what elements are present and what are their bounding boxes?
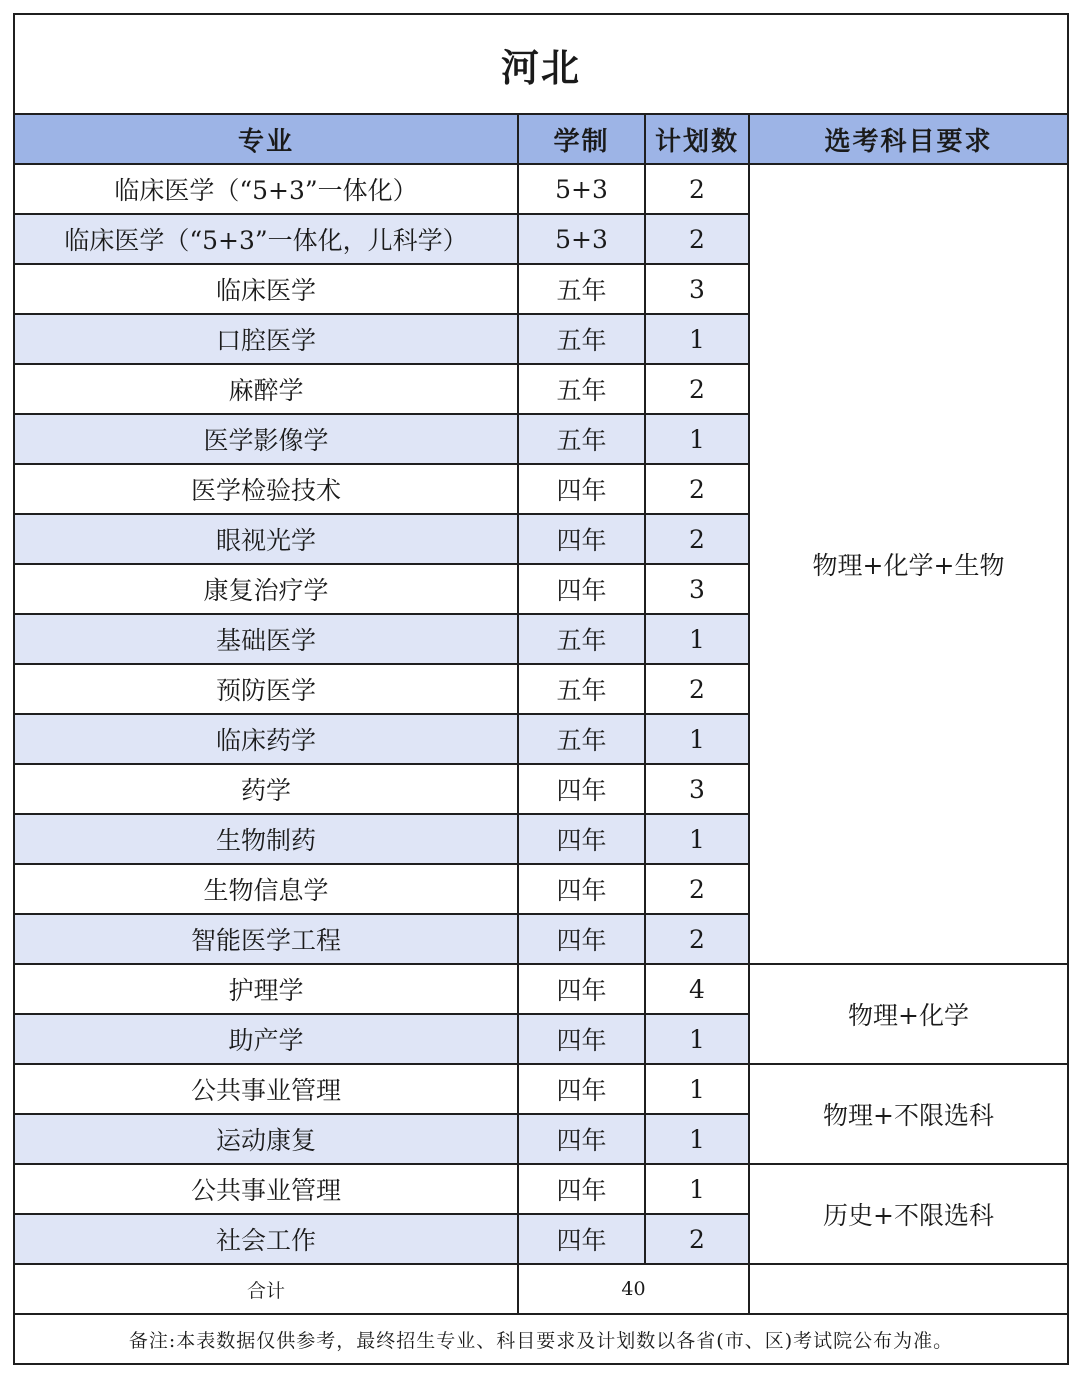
major-cell: 口腔医学 <box>14 314 518 364</box>
total-row <box>14 1264 1068 1314</box>
duration-cell: 五年 <box>518 714 645 764</box>
header-major: 专业 <box>14 114 518 164</box>
major-cell: 助产学 <box>14 1014 518 1064</box>
major-cell: 临床医学 <box>14 264 518 314</box>
footnote: 备注:本表数据仅供参考，最终招生专业、科目要求及计划数以各省(市、区)考试院公布为准。 <box>14 1314 1068 1364</box>
duration-cell: 四年 <box>518 814 645 864</box>
major-cell: 康复治疗学 <box>14 564 518 614</box>
major-cell: 生物信息学 <box>14 864 518 914</box>
major-cell: 医学检验技术 <box>14 464 518 514</box>
plan-cell: 1 <box>645 1014 749 1064</box>
major-cell: 社会工作 <box>14 1214 518 1264</box>
duration-cell: 四年 <box>518 564 645 614</box>
duration-cell: 5+3 <box>518 164 645 214</box>
duration-cell: 五年 <box>518 364 645 414</box>
total-label: 合计 <box>14 1264 518 1314</box>
duration-cell: 四年 <box>518 964 645 1014</box>
table-row <box>14 164 1068 214</box>
header-plan: 计划数 <box>645 114 749 164</box>
header-row <box>14 114 1068 164</box>
plan-cell: 1 <box>645 814 749 864</box>
admission-table-container <box>13 13 1069 1365</box>
plan-cell: 3 <box>645 564 749 614</box>
subject-requirement-cell: 物理+化学+生物 <box>749 164 1068 964</box>
admission-plan-table <box>13 13 1069 1365</box>
duration-cell: 5+3 <box>518 214 645 264</box>
plan-cell: 2 <box>645 864 749 914</box>
duration-cell: 四年 <box>518 1214 645 1264</box>
major-cell: 麻醉学 <box>14 364 518 414</box>
duration-cell: 四年 <box>518 1114 645 1164</box>
major-cell: 临床医学（“5+3”一体化，儿科学） <box>14 214 518 264</box>
duration-cell: 四年 <box>518 764 645 814</box>
plan-cell: 2 <box>645 464 749 514</box>
duration-cell: 五年 <box>518 264 645 314</box>
duration-cell: 四年 <box>518 1014 645 1064</box>
duration-cell: 四年 <box>518 1064 645 1114</box>
plan-cell: 2 <box>645 214 749 264</box>
plan-cell: 2 <box>645 1214 749 1264</box>
plan-cell: 2 <box>645 664 749 714</box>
subject-requirement-cell: 物理+不限选科 <box>749 1064 1068 1164</box>
major-cell: 生物制药 <box>14 814 518 864</box>
duration-cell: 四年 <box>518 514 645 564</box>
total-empty-cell <box>749 1264 1068 1314</box>
major-cell: 运动康复 <box>14 1114 518 1164</box>
major-cell: 临床医学（“5+3”一体化） <box>14 164 518 214</box>
major-cell: 药学 <box>14 764 518 814</box>
table-row <box>14 1164 1068 1214</box>
plan-cell: 3 <box>645 264 749 314</box>
plan-cell: 1 <box>645 1114 749 1164</box>
plan-cell: 1 <box>645 414 749 464</box>
table-body <box>14 164 1068 1264</box>
duration-cell: 五年 <box>518 414 645 464</box>
major-cell: 基础医学 <box>14 614 518 664</box>
duration-cell: 五年 <box>518 664 645 714</box>
table-row <box>14 964 1068 1014</box>
duration-cell: 五年 <box>518 314 645 364</box>
table-row <box>14 1064 1068 1114</box>
plan-cell: 1 <box>645 1064 749 1114</box>
subject-requirement-cell: 历史+不限选科 <box>749 1164 1068 1264</box>
major-cell: 公共事业管理 <box>14 1164 518 1214</box>
plan-cell: 1 <box>645 614 749 664</box>
note-row <box>14 1314 1068 1364</box>
duration-cell: 五年 <box>518 614 645 664</box>
major-cell: 公共事业管理 <box>14 1064 518 1114</box>
plan-cell: 3 <box>645 764 749 814</box>
major-cell: 眼视光学 <box>14 514 518 564</box>
major-cell: 临床药学 <box>14 714 518 764</box>
major-cell: 医学影像学 <box>14 414 518 464</box>
duration-cell: 四年 <box>518 914 645 964</box>
major-cell: 护理学 <box>14 964 518 1014</box>
plan-cell: 4 <box>645 964 749 1014</box>
major-cell: 预防医学 <box>14 664 518 714</box>
plan-cell: 1 <box>645 714 749 764</box>
plan-cell: 2 <box>645 364 749 414</box>
total-value: 40 <box>518 1264 749 1314</box>
major-cell: 智能医学工程 <box>14 914 518 964</box>
plan-cell: 2 <box>645 514 749 564</box>
subject-requirement-cell: 物理+化学 <box>749 964 1068 1064</box>
plan-cell: 1 <box>645 314 749 364</box>
plan-cell: 2 <box>645 914 749 964</box>
duration-cell: 四年 <box>518 464 645 514</box>
duration-cell: 四年 <box>518 864 645 914</box>
header-duration: 学制 <box>518 114 645 164</box>
plan-cell: 2 <box>645 164 749 214</box>
header-subject-requirement: 选考科目要求 <box>749 114 1068 164</box>
plan-cell: 1 <box>645 1164 749 1214</box>
table-title: 河北 <box>14 14 1068 114</box>
duration-cell: 四年 <box>518 1164 645 1214</box>
